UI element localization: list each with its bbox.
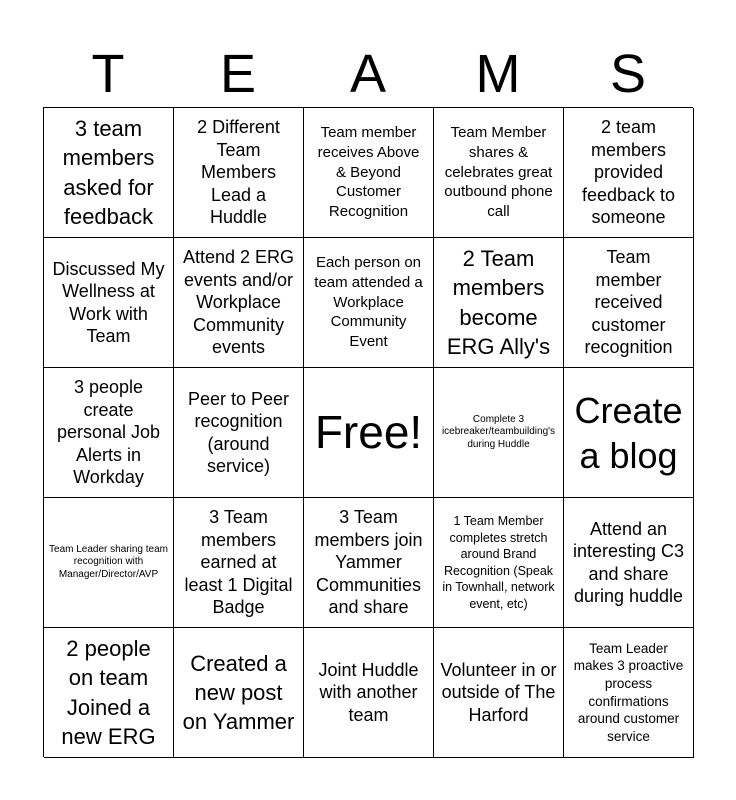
- cell-text: Created a new post on Yammer: [182, 650, 295, 735]
- header-letter-a: A: [349, 44, 387, 104]
- header-letter-e: E: [219, 44, 257, 104]
- cell-text: Each person on team attended a Workplace Community Event: [314, 254, 423, 351]
- cell-text: Create a blog: [574, 389, 683, 476]
- bingo-header: [43, 40, 693, 108]
- bingo-cell[interactable]: [174, 368, 304, 498]
- cell-text: 2 people on team Joined a new ERG: [61, 636, 156, 749]
- bingo-cell[interactable]: [434, 368, 564, 498]
- bingo-cell[interactable]: [304, 628, 434, 758]
- bingo-cell[interactable]: [434, 498, 564, 628]
- cell-text: Attend 2 ERG events and/or Workplace Community events: [182, 247, 295, 358]
- bingo-cell[interactable]: [174, 238, 304, 368]
- cell-text: Team member receives Above & Beyond Customer Recognition: [317, 124, 420, 221]
- bingo-cell[interactable]: [564, 628, 694, 758]
- cell-text: 2 Team members become ERG Ally's: [446, 246, 551, 359]
- cell-text: 2 team members provided feedback to someone: [581, 117, 676, 228]
- bingo-cell[interactable]: [174, 498, 304, 628]
- bingo-cell[interactable]: [44, 498, 174, 628]
- bingo-cell[interactable]: [434, 108, 564, 238]
- cell-text: Team Leader sharing team recognition with Manager/Director/AVP: [49, 543, 168, 580]
- bingo-cell[interactable]: [564, 498, 694, 628]
- bingo-cell[interactable]: [304, 238, 434, 368]
- cell-text: Free!: [314, 406, 423, 459]
- cell-text: Attend an interesting C3 and share during huddle: [572, 518, 685, 606]
- cell-text: 3 Team members earned at least 1 Digital Badge: [184, 507, 293, 618]
- cell-text: 2 Different Team Members Lead a Huddle: [197, 117, 280, 228]
- cell-text: 3 team members asked for feedback: [62, 116, 155, 229]
- cell-text: Complete 3 icebreaker/teambuilding's during Huddle: [441, 413, 556, 450]
- cell-text: Peer to Peer recognition (around service): [187, 388, 290, 476]
- bingo-cell[interactable]: [564, 368, 694, 498]
- bingo-cell[interactable]: [44, 108, 174, 238]
- header-letter-s: S: [609, 44, 647, 104]
- header-letter-t: T: [91, 44, 125, 104]
- free-space[interactable]: [304, 368, 434, 498]
- cell-text: Team Leader makes 3 proactive process confirmations around customer service: [573, 640, 684, 744]
- cell-text: 3 Team members join Yammer Communities and share: [314, 507, 423, 618]
- bingo-cell[interactable]: [304, 498, 434, 628]
- cell-text: Joint Huddle with another team: [318, 659, 419, 725]
- bingo-cell[interactable]: [304, 108, 434, 238]
- cell-text: 3 people create personal Job Alerts in Workday: [56, 377, 161, 488]
- cell-text: Team member received customer recognition: [584, 247, 673, 358]
- bingo-cell[interactable]: [434, 628, 564, 758]
- header-letter-m: M: [475, 44, 521, 104]
- cell-text: Volunteer in or outside of The Harford: [440, 659, 557, 725]
- bingo-cell[interactable]: [174, 108, 304, 238]
- bingo-cell[interactable]: [44, 238, 174, 368]
- cell-text: 1 Team Member completes stretch around Brand Recognition (Speak in Townhall, network event, etc): [442, 514, 555, 611]
- cell-text: Team Member shares & celebrates great outbound phone call: [444, 124, 553, 221]
- bingo-board: [43, 107, 693, 757]
- bingo-cell[interactable]: [174, 628, 304, 758]
- bingo-cell[interactable]: [44, 368, 174, 498]
- bingo-cell[interactable]: [564, 108, 694, 238]
- bingo-cell[interactable]: [434, 238, 564, 368]
- cell-text: Discussed My Wellness at Work with Team: [52, 258, 165, 346]
- bingo-cell[interactable]: [44, 628, 174, 758]
- bingo-cell[interactable]: [564, 238, 694, 368]
